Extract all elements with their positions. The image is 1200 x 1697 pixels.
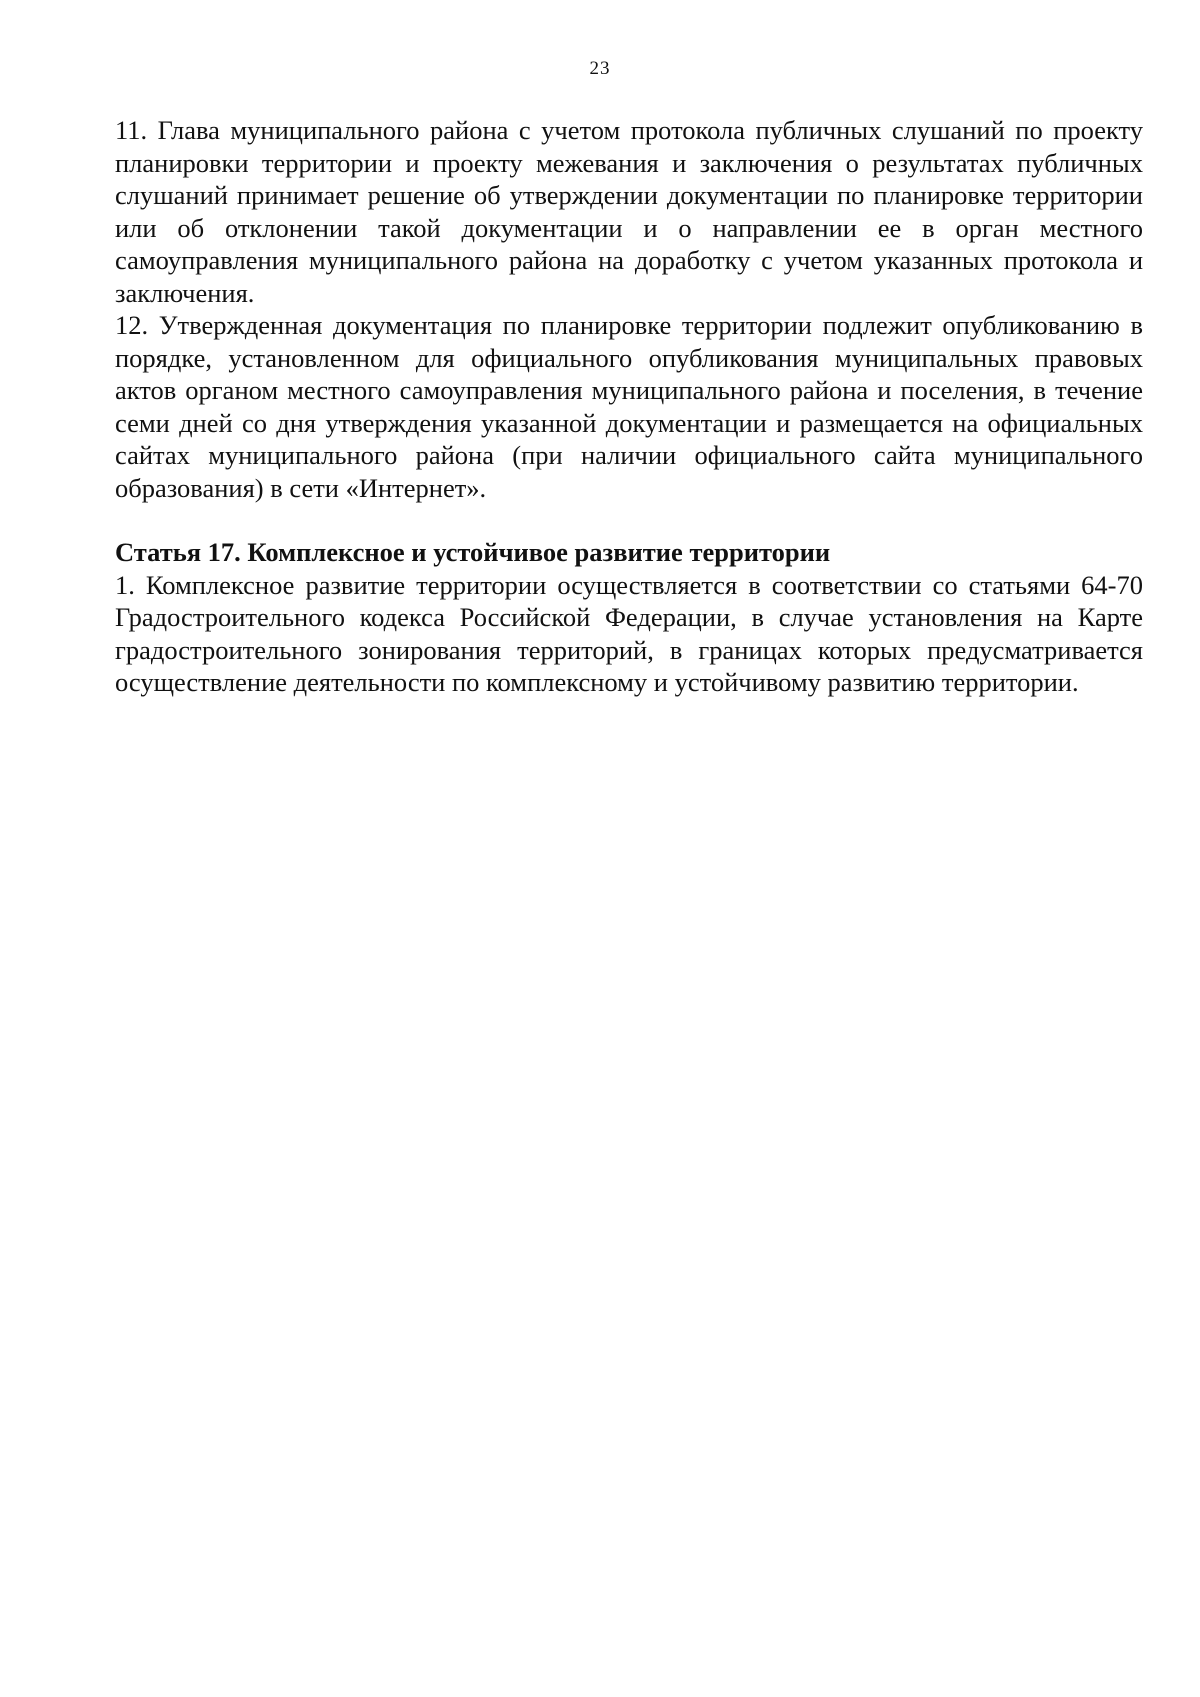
article-paragraph-1: 1. Комплексное развитие территории осуществляется в соответствии со статьями 64-70 Градостроительного кодекса Российской Федерации, в случае установления на Карте градостроительного зонирования территорий, в границах которых предусматривается осуществление деятельности по комплексному и устойчивому развитию территории. — [115, 569, 1143, 697]
article-heading: Статья 17. Комплексное и устойчивое развитие территории — [115, 537, 831, 567]
page-number: 23 — [589, 58, 611, 79]
paragraph-11: 11. Глава муниципального района с учетом протокола публичных слушаний по проекту планировки территории и проекту межевания и заключения о результатах публичных слушаний принимает решение об утверждении документации по планировке территории или об отклонении такой документации и о направлении ее в орган местного самоуправления муниципального района на доработку с учетом указанных протокола и заключения. — [115, 115, 1143, 308]
document-body — [115, 114, 1143, 699]
paragraph-12: 12. Утвержденная документация по планировке территории подлежит опубликованию в порядке, установленном для официального опубликования муниципальных правовых актов органом местного самоуправления муниципального района и поселения, в течение семи дней со дня утверждения указанной документации и размещается на официальных сайтах муниципального района (при наличии официального сайта муниципального образования) в сети «Интернет». — [115, 310, 1143, 503]
